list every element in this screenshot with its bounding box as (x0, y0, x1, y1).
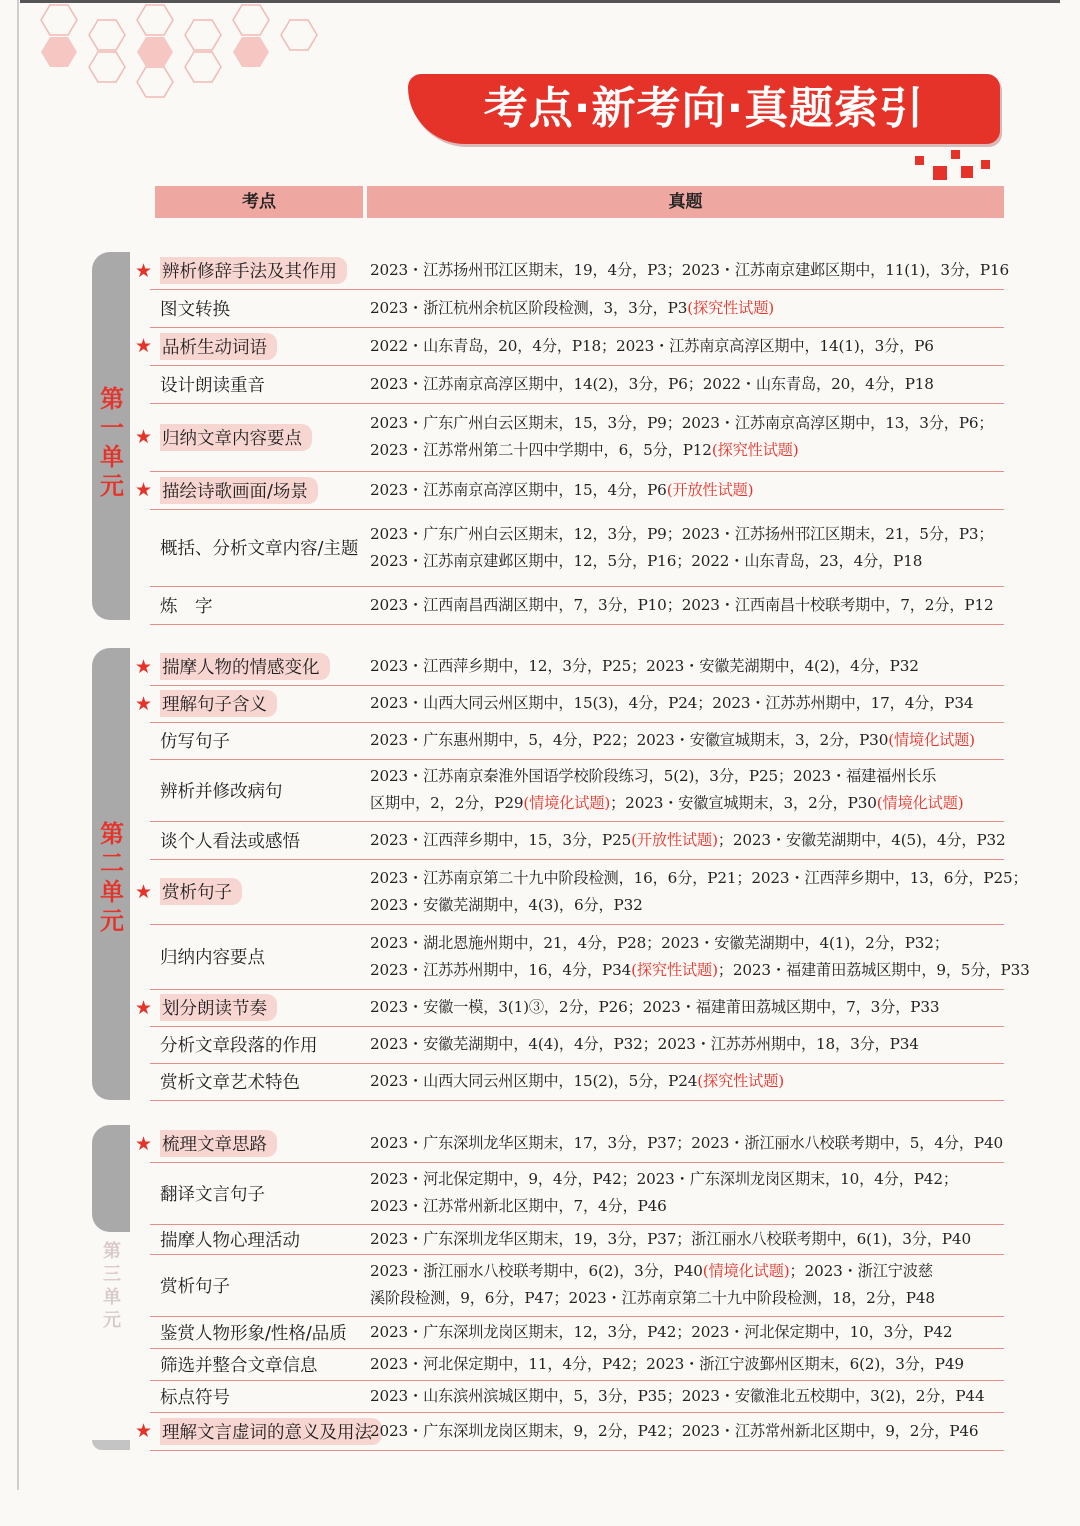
table-row (150, 722, 1004, 760)
question-refs (370, 365, 1004, 403)
question-text: 2023・广东深圳龙岗区期末，9，2分，P42；2023・江苏常州新北区期中，9，2分，P46 (370, 1421, 979, 1440)
star-icon: ★ (135, 692, 153, 715)
unit-3-bar-end (92, 1440, 130, 1450)
unit-3-label: 第三单元 (103, 1241, 121, 1331)
question-text: 2023・广东广州白云区期末，15，3分，P9；2023・江苏南京高淳区期中，13，3分，P6； (370, 414, 994, 432)
star-icon: ★ (135, 259, 153, 282)
star-icon: ★ (135, 335, 153, 357)
question-line (370, 790, 1004, 817)
question-text: 2023・广东深圳龙华区期末，17，3分，P37；2023・浙江丽水八校联考期中，5，4分，P40 (370, 1134, 1003, 1152)
table-row (135, 1412, 1004, 1451)
question-type-tag: (情境化试题) (702, 1262, 790, 1280)
question-line (370, 295, 1004, 322)
table-row (150, 924, 1030, 990)
table-row (150, 1316, 1004, 1349)
topic-label: 炼 字 (160, 596, 213, 617)
question-line (370, 410, 1004, 437)
question-text: 溪阶段检测，9，6分，P47；2023・江苏南京第二十九中阶段检测，18，2分，P48 (370, 1289, 935, 1307)
unit-2-label: 第二单元 (100, 820, 124, 935)
question-refs (370, 1316, 1004, 1348)
topic-label: 分析文章段落的作用 (160, 1036, 318, 1056)
question-line (370, 521, 1004, 548)
star-icon: ★ (135, 996, 153, 1019)
question-text: 2023・江西萍乡期中，15，3分，P25 (370, 830, 632, 849)
question-refs (370, 648, 1004, 685)
question-text: 2023・江苏常州第二十四中学期中，6，5分，P12 (370, 441, 712, 459)
question-text: 2023・江苏南京高淳区期中，15，4分，P6 (370, 480, 667, 499)
topic-label: 理解文言虚词的意义及用法 (160, 1412, 382, 1450)
question-text: ；2023・福建莆田荔城区期中，9，5分，P33 (717, 960, 1030, 979)
question-text: 2023・安徽芜湖期中，4(4)，4分，P32；2023・江苏苏州期中，18，3分，P34 (370, 1035, 919, 1053)
table-row (150, 586, 1004, 625)
table-row (150, 1254, 1004, 1317)
topic-label: 谈个人看法或感悟 (160, 831, 300, 852)
question-type-tag: (情境化试题) (523, 794, 611, 812)
star-icon: ★ (135, 479, 153, 501)
column-header-topic: 考点 (155, 186, 363, 218)
question-text: 2022・山东青岛，20，4分，P18；2023・江苏南京高淳区期中，14(1)，3分，P6 (370, 336, 934, 355)
topic-label: 描绘诗歌画面/场景 (160, 471, 318, 509)
question-type-tag: (探究性试题) (697, 1072, 785, 1090)
topic-label: 辨析并修改病句 (160, 781, 283, 802)
question-text: 2023・山东滨州滨城区期中，5，3分，P35；2023・安徽淮北五校期中，3(2)，2分，P44 (370, 1386, 985, 1405)
question-line (370, 1383, 1004, 1410)
question-text: 2023・广东广州白云区期末，12，3分，P9；2023・江苏扬州邗江区期末，21，5分，P3； (370, 524, 994, 543)
question-text: 2023・安徽芜湖期中，4(3)，6分，P32 (370, 895, 643, 914)
star-icon: ★ (135, 1420, 153, 1442)
topic-label: 仿写句子 (160, 732, 230, 752)
star-icon: ★ (135, 655, 153, 678)
topic-label: 翻译文言句子 (160, 1184, 265, 1205)
topic-label: 赏析句子 (160, 859, 242, 924)
table-row (150, 1224, 1004, 1255)
topic-label: 归纳内容要点 (160, 948, 265, 968)
question-text: 2023・江苏扬州邗江区期末，19，4分，P3；2023・江苏南京建邺区期中，11(1)，3分，P16 (370, 261, 1010, 279)
table-row (135, 685, 1004, 723)
question-text: 区期中，2，2分，P29 (370, 794, 524, 812)
table-row (135, 648, 1004, 686)
question-line (370, 1068, 1004, 1095)
page-title: 考点·新考向·真题索引 (408, 74, 1000, 144)
table-row (135, 989, 1004, 1027)
question-text: 2023・江苏苏州期中，16，4分，P34 (370, 960, 632, 979)
question-text: 2023・山西大同云州区期中，15(3)，4分，P24；2023・江苏苏州期中，17，4分，P34 (370, 694, 974, 712)
question-text: 2023・江苏常州新北区期中，7，4分，P46 (370, 1197, 667, 1215)
star-icon: ★ (135, 880, 153, 903)
question-line (370, 827, 1004, 854)
question-refs (370, 289, 1004, 327)
question-text: 2023・浙江丽水八校联考期中，6(2)，3分，P40 (370, 1262, 703, 1280)
table-row (135, 471, 1004, 510)
question-text: 2023・江西南昌西湖区期中，7，3分，P10；2023・江西南昌十校联考期中，7，2分，P12 (370, 595, 994, 614)
topic-label: 揣摩人物的情感变化 (160, 648, 330, 685)
question-text: 2023・广东深圳龙岗区期末，12，3分，P42；2023・河北保定期中，10，3分，P42 (370, 1322, 953, 1341)
question-line (370, 437, 1004, 464)
question-line (370, 548, 1004, 575)
column-header-questions: 真题 (367, 186, 1004, 218)
question-refs (370, 1380, 1004, 1412)
question-refs (370, 1412, 1004, 1450)
question-text: 2023・湖北恩施州期中，21，4分，P28；2023・安徽芜湖期中，4(1)，2分，P32； (370, 933, 949, 952)
question-line (370, 690, 1004, 717)
question-text: 2023・广东惠州期中，5，4分，P22；2023・安徽宣城期末，3，2分，P30 (370, 731, 889, 749)
question-line (370, 1285, 1004, 1312)
question-type-tag: (探究性试题) (631, 960, 718, 979)
hexagon-pattern (30, 0, 330, 110)
question-text: 2023・江西萍乡期中，12，3分，P25；2023・安徽芜湖期中，4(2)，4分，P32 (370, 657, 919, 675)
question-text: ；2023・安徽宣城期末，3，2分，P30 (610, 794, 877, 812)
question-line (370, 653, 1004, 680)
table-row (135, 327, 1004, 366)
question-line (370, 1031, 1004, 1058)
topic-label: 筛选并整合文章信息 (160, 1355, 318, 1376)
topic-label: 标点符号 (160, 1387, 230, 1408)
question-text: 2023・浙江杭州余杭区阶段检测，3，3分，P3 (370, 298, 688, 317)
question-refs (370, 759, 1004, 821)
topic-label: 赏析句子 (160, 1276, 230, 1297)
topic-label: 鉴赏人物形象/性格/品质 (160, 1323, 347, 1344)
question-text: ；2023・浙江宁波慈 (789, 1262, 933, 1280)
question-text: 2023・江苏南京高淳区期中，14(2)，3分，P6；2022・山东青岛，20，4分，P18 (370, 374, 934, 393)
question-refs (370, 327, 1004, 365)
question-refs (370, 1162, 1004, 1224)
star-icon: ★ (135, 426, 153, 448)
table-row (150, 1380, 1004, 1413)
question-refs (370, 1125, 1004, 1162)
question-refs (370, 509, 1004, 586)
question-line (370, 1319, 1004, 1346)
question-refs (370, 1254, 1004, 1316)
topic-label: 辨析修辞手法及其作用 (160, 252, 347, 289)
question-line (370, 865, 1028, 892)
question-text: ；2023・安徽芜湖期中，4(5)，4分，P32 (717, 830, 1006, 849)
question-refs (370, 821, 1004, 859)
question-text: 2023・河北保定期中，11，4分，P42；2023・浙江宁波鄞州区期末，6(2)，3分，P49 (370, 1354, 964, 1373)
question-line (370, 892, 1004, 919)
table-row (135, 859, 1028, 925)
question-line (370, 1258, 1004, 1285)
question-line (370, 1130, 1004, 1157)
table-row (135, 1125, 1004, 1163)
question-text: 2023・广东深圳龙华区期末，19，3分，P37；浙江丽水八校联考期中，6(1)，3分，P40 (370, 1229, 971, 1248)
table-row (135, 403, 1004, 472)
question-refs (370, 1063, 1004, 1100)
question-type-tag: (开放性试题) (631, 830, 718, 849)
question-refs (370, 859, 1028, 924)
table-row (150, 1026, 1004, 1064)
table-row (150, 1348, 1004, 1381)
table-row (150, 289, 1004, 328)
question-line (370, 592, 1004, 619)
question-refs (370, 924, 1030, 989)
question-refs (370, 989, 1004, 1026)
topic-label: 梳理文章思路 (160, 1125, 277, 1162)
question-text: 2023・江苏南京秦淮外国语学校阶段练习，5(2)，3分，P25；2023・福建福州长乐 (370, 767, 937, 785)
topic-label: 赏析文章艺术特色 (160, 1073, 300, 1093)
topic-label: 理解句子含义 (160, 685, 277, 722)
topic-label: 揣摩人物心理活动 (160, 1230, 300, 1251)
question-type-tag: (探究性试题) (711, 441, 799, 459)
question-refs (370, 1224, 1004, 1254)
question-refs (370, 403, 1004, 471)
question-text: 2023・河北保定期中，9，4分，P42；2023・广东深圳龙岗区期末，10，4分，P42； (370, 1170, 958, 1188)
topic-label: 品析生动词语 (160, 327, 277, 365)
decorative-squares (915, 146, 1005, 186)
question-type-tag: (情境化试题) (888, 731, 975, 749)
question-line (370, 763, 1004, 790)
table-row (150, 365, 1004, 404)
question-text: 2023・安徽一模，3(1)③，2分，P26；2023・福建莆田荔城区期中，7，3分，P33 (370, 998, 940, 1016)
question-refs (370, 471, 1004, 509)
table-row (150, 759, 1004, 822)
question-refs (370, 252, 1010, 289)
question-line (370, 727, 1004, 754)
table-row (150, 1063, 1004, 1101)
question-line (370, 1226, 1004, 1253)
table-row (150, 1162, 1004, 1225)
unit-3-bar (92, 1125, 130, 1232)
question-text: 2023・江苏南京建邺区期中，12，5分，P16；2022・山东青岛，23，4分，P18 (370, 551, 923, 570)
question-line (370, 1193, 1004, 1220)
topic-label: 划分朗读节奏 (160, 989, 277, 1026)
topic-label: 设计朗读重音 (160, 375, 265, 396)
question-refs (370, 722, 1004, 759)
topic-label: 图文转换 (160, 299, 230, 320)
question-refs (370, 1026, 1004, 1063)
question-line (370, 994, 1004, 1021)
question-type-tag: (情境化试题) (876, 794, 964, 812)
topic-label: 归纳文章内容要点 (160, 403, 312, 471)
question-text: 2023・山西大同云州区期中，15(2)，5分，P24 (370, 1072, 698, 1090)
unit-1-label: 第一单元 (100, 385, 124, 500)
question-line (370, 1418, 1004, 1445)
topic-label: 概括、分析文章内容/主题 (160, 539, 359, 559)
question-type-tag: (探究性试题) (687, 298, 775, 317)
question-type-tag: (开放性试题) (666, 480, 754, 499)
question-line (370, 477, 1004, 504)
question-line (370, 1166, 1004, 1193)
question-line (370, 257, 1010, 284)
question-refs (370, 1348, 1004, 1380)
star-icon: ★ (135, 1132, 153, 1155)
table-row (150, 821, 1004, 860)
left-margin-line (17, 0, 19, 1490)
question-refs (370, 685, 1004, 722)
question-line (370, 930, 1004, 957)
question-refs (370, 586, 1004, 624)
table-row (150, 509, 1004, 587)
question-line (370, 371, 1004, 398)
question-line (370, 1351, 1004, 1378)
table-row (135, 252, 1010, 290)
question-line (370, 957, 1030, 984)
question-line (370, 333, 1004, 360)
question-text: 2023・江苏南京第二十九中阶段检测，16，6分，P21；2023・江西萍乡期中，13，6分，P25； (370, 868, 1028, 887)
